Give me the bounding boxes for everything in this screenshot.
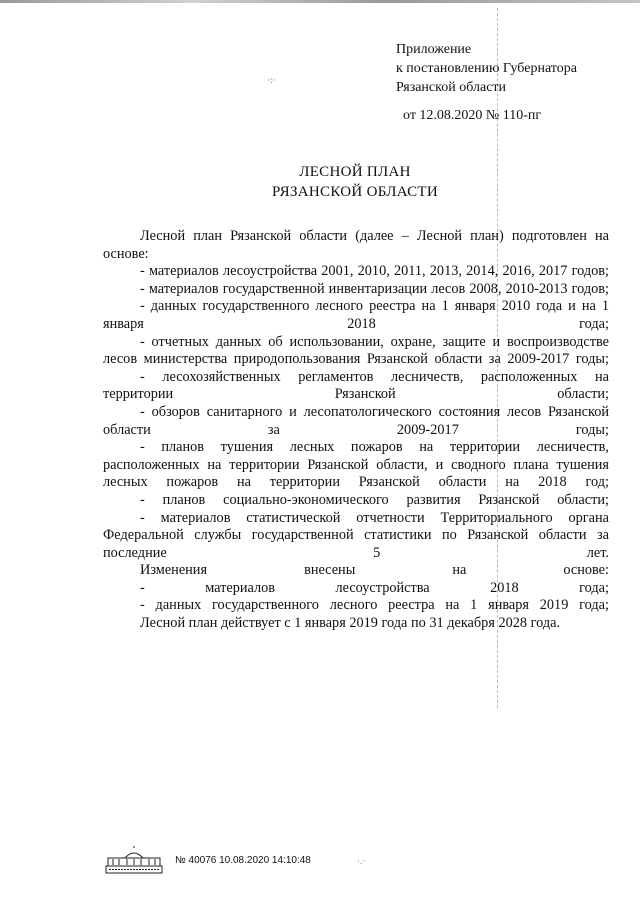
list-item: - материалов государственной инвентаризации лесов 2008, 2010-2013 годов;	[140, 280, 609, 297]
list-item: - материалов лесоустройства 2018 года;	[140, 579, 609, 596]
scan-edge	[0, 0, 640, 3]
appendix-line-2: к постановлению Губернатора	[396, 61, 577, 76]
paragraph-changes: Изменения внесены на основе:	[140, 562, 609, 579]
list-item: - обзоров санитарного и лесопатологического состояния лесов Рязанской области за 2009-2017 годы;	[103, 403, 609, 438]
document-body	[103, 228, 609, 633]
paragraph-intro: Лесной план Рязанской области (далее – Лесной план) подготовлен на основе:	[103, 228, 609, 262]
appendix-line-1: Приложение	[396, 42, 472, 57]
list-item: - данных государственного лесного реестра на 1 января 2019 года;	[140, 597, 609, 614]
list-item: - материалов лесоустройства 2001, 2010, 2011, 2013, 2014, 2016, 2017 годов;	[140, 263, 609, 280]
list-item: - материалов статистической отчетности Территориального органа Федеральной службы государственной статистики по Рязанской области за последние 5 лет.	[103, 509, 609, 561]
building-emblem-icon	[105, 846, 163, 876]
document-title	[0, 162, 640, 202]
registration-number: № 40076 10.08.2020 14:10:48	[175, 855, 311, 866]
appendix-date: от 12.08.2020 № 110-пг	[403, 108, 542, 123]
scan-speck: ·.·	[357, 856, 366, 866]
appendix-line-3: Рязанской области	[396, 80, 507, 95]
appendix-block	[396, 40, 636, 125]
title-line-1: ЛЕСНОЙ ПЛАН	[299, 164, 411, 180]
registration-footer	[105, 846, 465, 876]
list-item: - планов тушения лесных пожаров на территории лесничеств, расположенных на территории Рязанской области, и сводного плана тушения лесных пожаров на территории Рязанской области на 2018 год;	[103, 439, 609, 491]
scan-speck: ·:·	[267, 75, 276, 85]
list-item: - лесохозяйственных регламентов лесничеств, расположенных на территории Рязанской области;	[103, 368, 609, 403]
paragraph-validity: Лесной план действует с 1 января 2019 года по 31 декабря 2028 года.	[140, 615, 561, 632]
title-line-2: РЯЗАНСКОЙ ОБЛАСТИ	[271, 184, 439, 200]
list-item: - планов социально-экономического развития Рязанской области;	[140, 491, 609, 508]
list-item: - отчетных данных об использовании, охране, защите и воспроизводстве лесов министерства природопользования Рязанской области за 2009-2017 годы;	[103, 333, 609, 368]
list-item: - данных государственного лесного реестра на 1 января 2010 года и на 1 января 2018 года;	[103, 298, 609, 332]
